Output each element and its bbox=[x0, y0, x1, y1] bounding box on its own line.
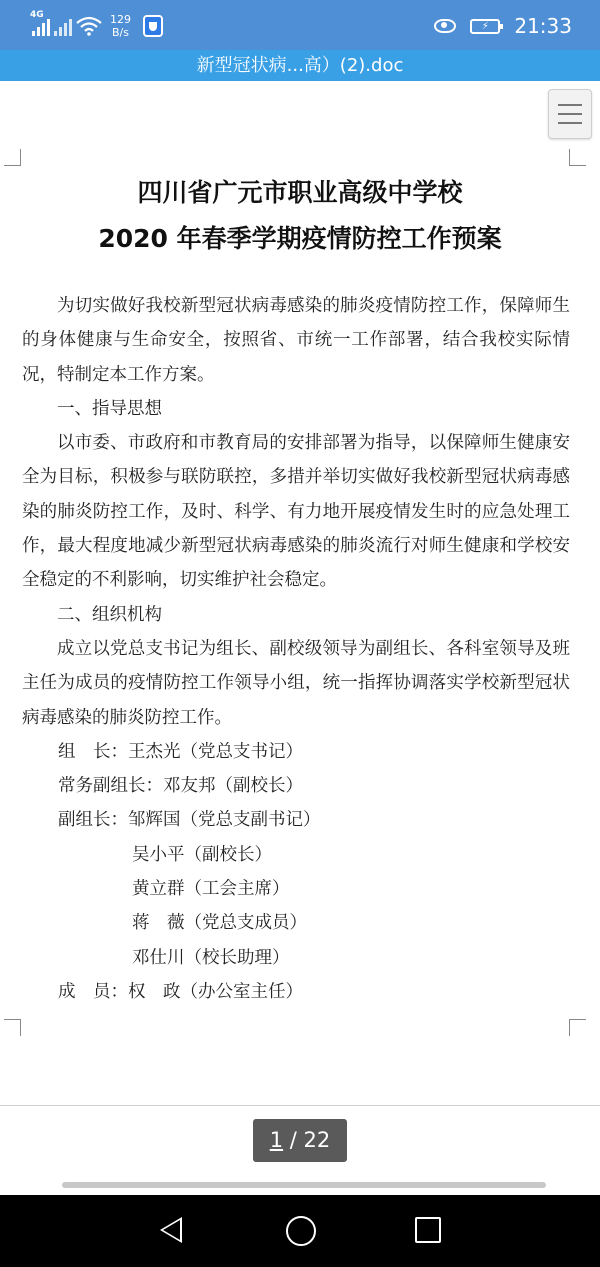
document-body bbox=[22, 289, 570, 1009]
document-title-line2: 2020 年春季学期疫情防控工作预案 bbox=[98, 224, 502, 253]
recent-apps-icon[interactable] bbox=[415, 1217, 441, 1243]
page-indicator[interactable] bbox=[253, 1119, 347, 1162]
menu-button[interactable] bbox=[548, 89, 592, 139]
status-bar bbox=[0, 0, 600, 50]
deputy-item: 黄立群（工会主席） bbox=[132, 879, 290, 900]
pager-area bbox=[0, 1105, 600, 1196]
page-separator: / bbox=[289, 1128, 297, 1152]
status-right-group bbox=[434, 12, 572, 40]
network-type: 4G bbox=[30, 10, 44, 20]
section-paragraph: 以市委、市政府和市教育局的安排部署为指导，以保障师生健康安全为目标，积极参与联防联控，多措并举切实做好我校新型冠状病毒感染的肺炎防控工作，及时、科学、有力地开展疫情发生时的应急处理工作，最大程度地减少新型冠状病毒感染的肺炎流行对师生健康和学校安全稳定的不利影响，切实维护社会稳定。 bbox=[22, 433, 570, 591]
home-icon[interactable] bbox=[286, 1216, 316, 1246]
section-heading: 二、组织机构 bbox=[57, 604, 162, 625]
shield-icon bbox=[143, 15, 163, 37]
deputy-line: 副组长：邹辉国（党总支副书记） bbox=[58, 810, 321, 831]
intro-paragraph: 为切实做好我校新型冠状病毒感染的肺炎疫情防控工作，保障师生的身体健康与生命安全，按照省、市统一工作部署，结合我校实际情况，特制定本工作方案。 bbox=[22, 296, 570, 385]
signal-icon bbox=[30, 10, 50, 36]
current-page: 1 bbox=[269, 1128, 284, 1152]
document-title-line1: 四川省广元市职业高级中学校 bbox=[137, 178, 463, 207]
exec-deputy-line: 常务副组长：邓友邦（副校长） bbox=[58, 776, 303, 797]
horizontal-scrollbar[interactable] bbox=[62, 1182, 546, 1188]
signal-x-icon bbox=[54, 16, 72, 36]
page-corner-mark bbox=[569, 149, 586, 166]
members-line: 成 员：权 政（办公室主任） bbox=[58, 981, 303, 1002]
deputy-item: 蒋 薇（党总支成员） bbox=[132, 913, 307, 934]
deputy-item: 吴小平（副校长） bbox=[132, 844, 272, 865]
deputy-item: 邓仕川（校长助理） bbox=[132, 947, 290, 968]
page-corner-mark bbox=[4, 149, 21, 166]
total-pages: 22 bbox=[303, 1128, 331, 1152]
back-icon[interactable] bbox=[160, 1217, 182, 1243]
navigation-bar bbox=[0, 1195, 600, 1267]
hamburger-icon bbox=[558, 104, 582, 106]
document-page[interactable] bbox=[0, 81, 600, 1105]
net-speed-value: 129 bbox=[110, 13, 131, 26]
wifi-icon bbox=[76, 16, 102, 36]
page-corner-mark bbox=[4, 1019, 21, 1036]
net-speed bbox=[110, 13, 131, 39]
section-paragraph: 成立以党总支书记为组长、副校级领导为副组长、各科室领导及班主任为成员的疫情防控工作领导小组，统一指挥协调落实学校新型冠状病毒感染的肺炎防控工作。 bbox=[22, 638, 570, 728]
battery-icon: ⚡ bbox=[470, 19, 500, 34]
net-speed-unit: B/s bbox=[112, 26, 129, 39]
document-title-bar: 新型冠状病...高）(2).doc bbox=[0, 50, 600, 81]
page-corner-mark bbox=[569, 1019, 586, 1036]
section-heading: 一、指导思想 bbox=[57, 398, 162, 419]
leader-line: 组 长：王杰光（党总支书记） bbox=[58, 741, 303, 762]
status-left-group bbox=[32, 10, 163, 42]
status-time: 21:33 bbox=[514, 14, 572, 38]
eye-icon bbox=[434, 19, 456, 33]
